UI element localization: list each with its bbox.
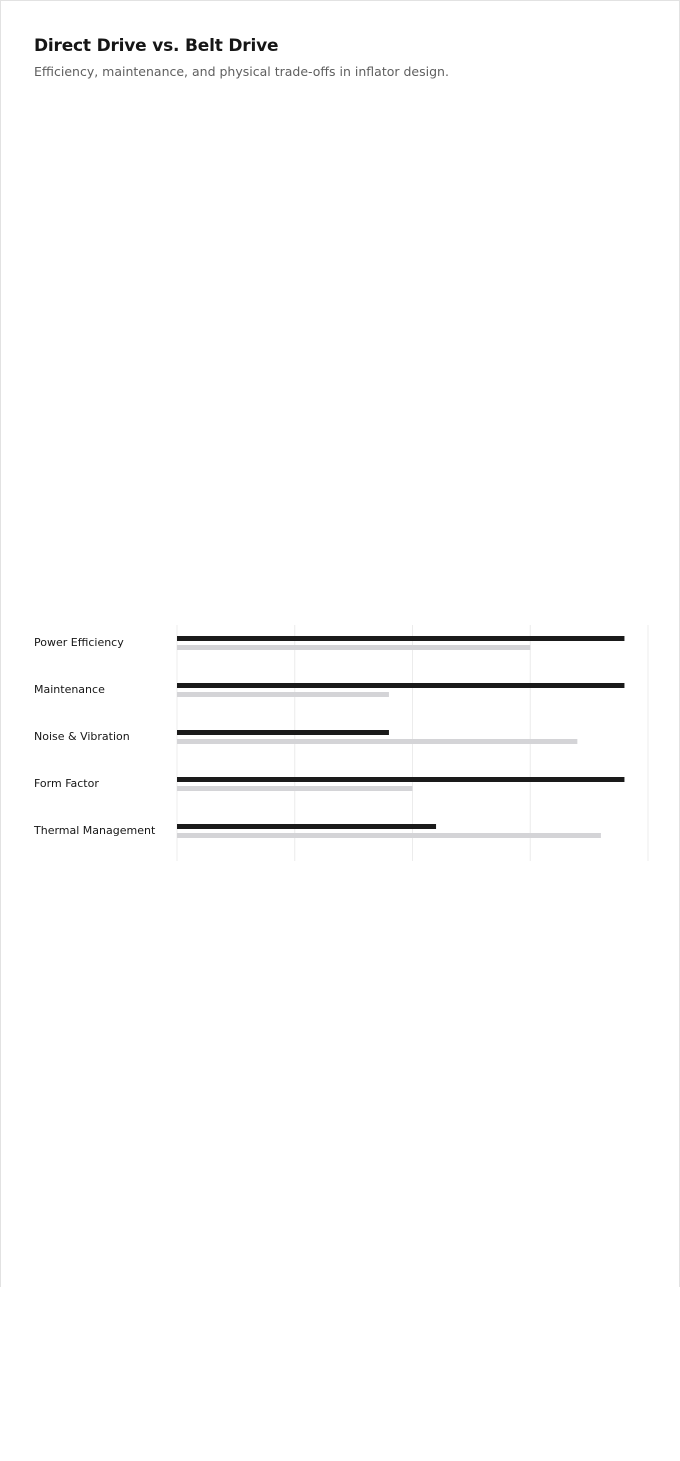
bar-series-2: [177, 739, 577, 744]
bar-series-1: [177, 636, 624, 641]
chart-subtitle: Efficiency, maintenance, and physical trade-offs in inflator design.: [34, 64, 449, 79]
category-label: Maintenance: [34, 683, 105, 696]
bar-series-1: [177, 777, 624, 782]
chart-title: Direct Drive vs. Belt Drive: [34, 36, 279, 56]
category-label: Noise & Vibration: [34, 730, 130, 743]
bar-series-1: [177, 730, 389, 735]
bar-series-2: [177, 786, 413, 791]
bar-series-2: [177, 645, 530, 650]
bar-chart: [1, 623, 680, 863]
bar-series-2: [177, 833, 601, 838]
bar-series-1: [177, 683, 624, 688]
bar-series-1: [177, 824, 436, 829]
bar-series-2: [177, 692, 389, 697]
category-label: Thermal Management: [34, 824, 156, 837]
bar-chart-svg: [1, 623, 680, 863]
category-label: Form Factor: [34, 777, 99, 790]
category-label: Power Efficiency: [34, 636, 124, 649]
